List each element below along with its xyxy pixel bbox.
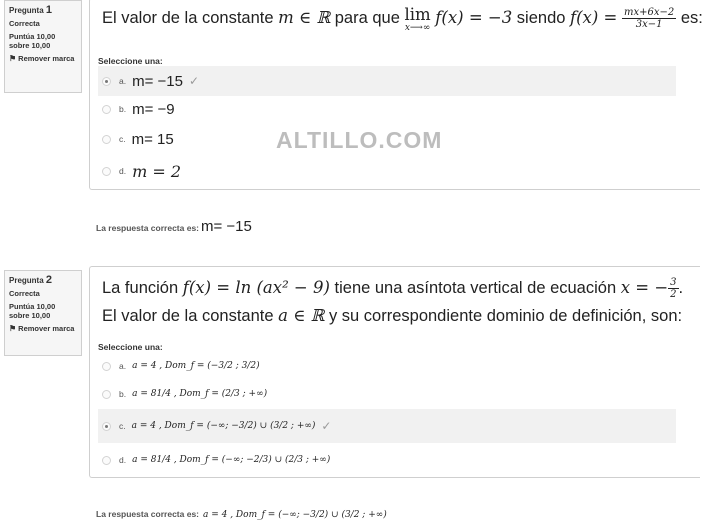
radio-button[interactable]: [102, 362, 111, 371]
question-2-prompt: Seleccione una:: [98, 342, 163, 352]
question-1-option-c[interactable]: c. m= 15: [98, 124, 676, 154]
question-1-number: Pregunta 1: [9, 4, 53, 16]
radio-button[interactable]: [102, 105, 111, 114]
question-2-option-b[interactable]: b. a = 81/4 , Dom_f = (2/3 ; +∞): [98, 379, 676, 409]
radio-button[interactable]: [102, 390, 111, 399]
question-2-number: Pregunta 2: [9, 274, 53, 286]
question-2-option-c[interactable]: c. a = 4 , Dom_f = (−∞; −3/2) ∪ (3/2 ; +∞) ✓: [98, 409, 676, 443]
watermark: ALTILLO.COM: [276, 127, 443, 153]
radio-button[interactable]: [102, 77, 111, 86]
question-1-option-d[interactable]: d. m = 2: [98, 156, 676, 186]
check-icon: ✓: [188, 74, 200, 88]
question-2-content: [89, 266, 700, 478]
question-2-option-d[interactable]: d. a = 81/4 , Dom_f = (−∞; −2/3) ∪ (2/3 ; +∞): [98, 445, 676, 475]
question-1-content: [89, 0, 703, 190]
question-2-info: [4, 270, 82, 356]
question-1-prompt: Seleccione una:: [98, 56, 163, 66]
limit-expression: lim x⟶∞: [404, 5, 431, 33]
question-1-right-answer: La respuesta correcta es: m= −15: [96, 218, 252, 235]
question-1-option-b[interactable]: b. m= −9: [98, 94, 676, 124]
fraction: $\frac{mx+6x-2}{3x-1}$: [623, 7, 675, 30]
question-1-option-a[interactable]: a. m= −15 ✓: [98, 66, 676, 96]
flag-icon: ⚑: [9, 324, 17, 333]
question-2-flag-toggle[interactable]: ⚑ Remover marca: [9, 324, 75, 333]
question-2-line-2: El valor de la constante a ∈ ℝ y su correspondiente dominio de definición, son:: [102, 306, 683, 325]
flag-icon: ⚑: [9, 54, 17, 63]
question-2-option-a[interactable]: a. a = 4 , Dom_f = (−3/2 ; 3/2): [98, 351, 676, 381]
radio-button[interactable]: [102, 456, 111, 465]
question-1-info: [4, 0, 82, 93]
question-1-grade: Puntúa 10,00 sobre 10,00: [9, 32, 56, 50]
question-1-state: Correcta: [9, 19, 40, 28]
question-2-right-answer: La respuesta correcta es: a = 4 , Dom_f = (−∞; −3/2) ∪ (3/2 ; +∞): [96, 509, 387, 520]
question-1-text: El valor de la constante m ∈ ℝ para que lim x⟶∞ f(x) = −3 siendo f(x) = $\frac{mx+6x-2}{3x-1}$ es:: [102, 5, 703, 33]
radio-button[interactable]: [102, 167, 111, 176]
question-2-state: Correcta: [9, 289, 40, 298]
check-icon: ✓: [321, 419, 332, 433]
fraction: $\frac{3}{2}$: [670, 277, 677, 300]
radio-button[interactable]: [102, 135, 111, 144]
question-2-grade: Puntúa 10,00 sobre 10,00: [9, 302, 56, 320]
question-2-line-1: La función f(x) = ln (ax² − 9) tiene una asíntota vertical de ecuación x = − $\frac{3}{2}$ .: [102, 277, 684, 300]
question-1-flag-toggle[interactable]: ⚑ Remover marca: [9, 54, 75, 63]
radio-button[interactable]: [102, 422, 111, 431]
